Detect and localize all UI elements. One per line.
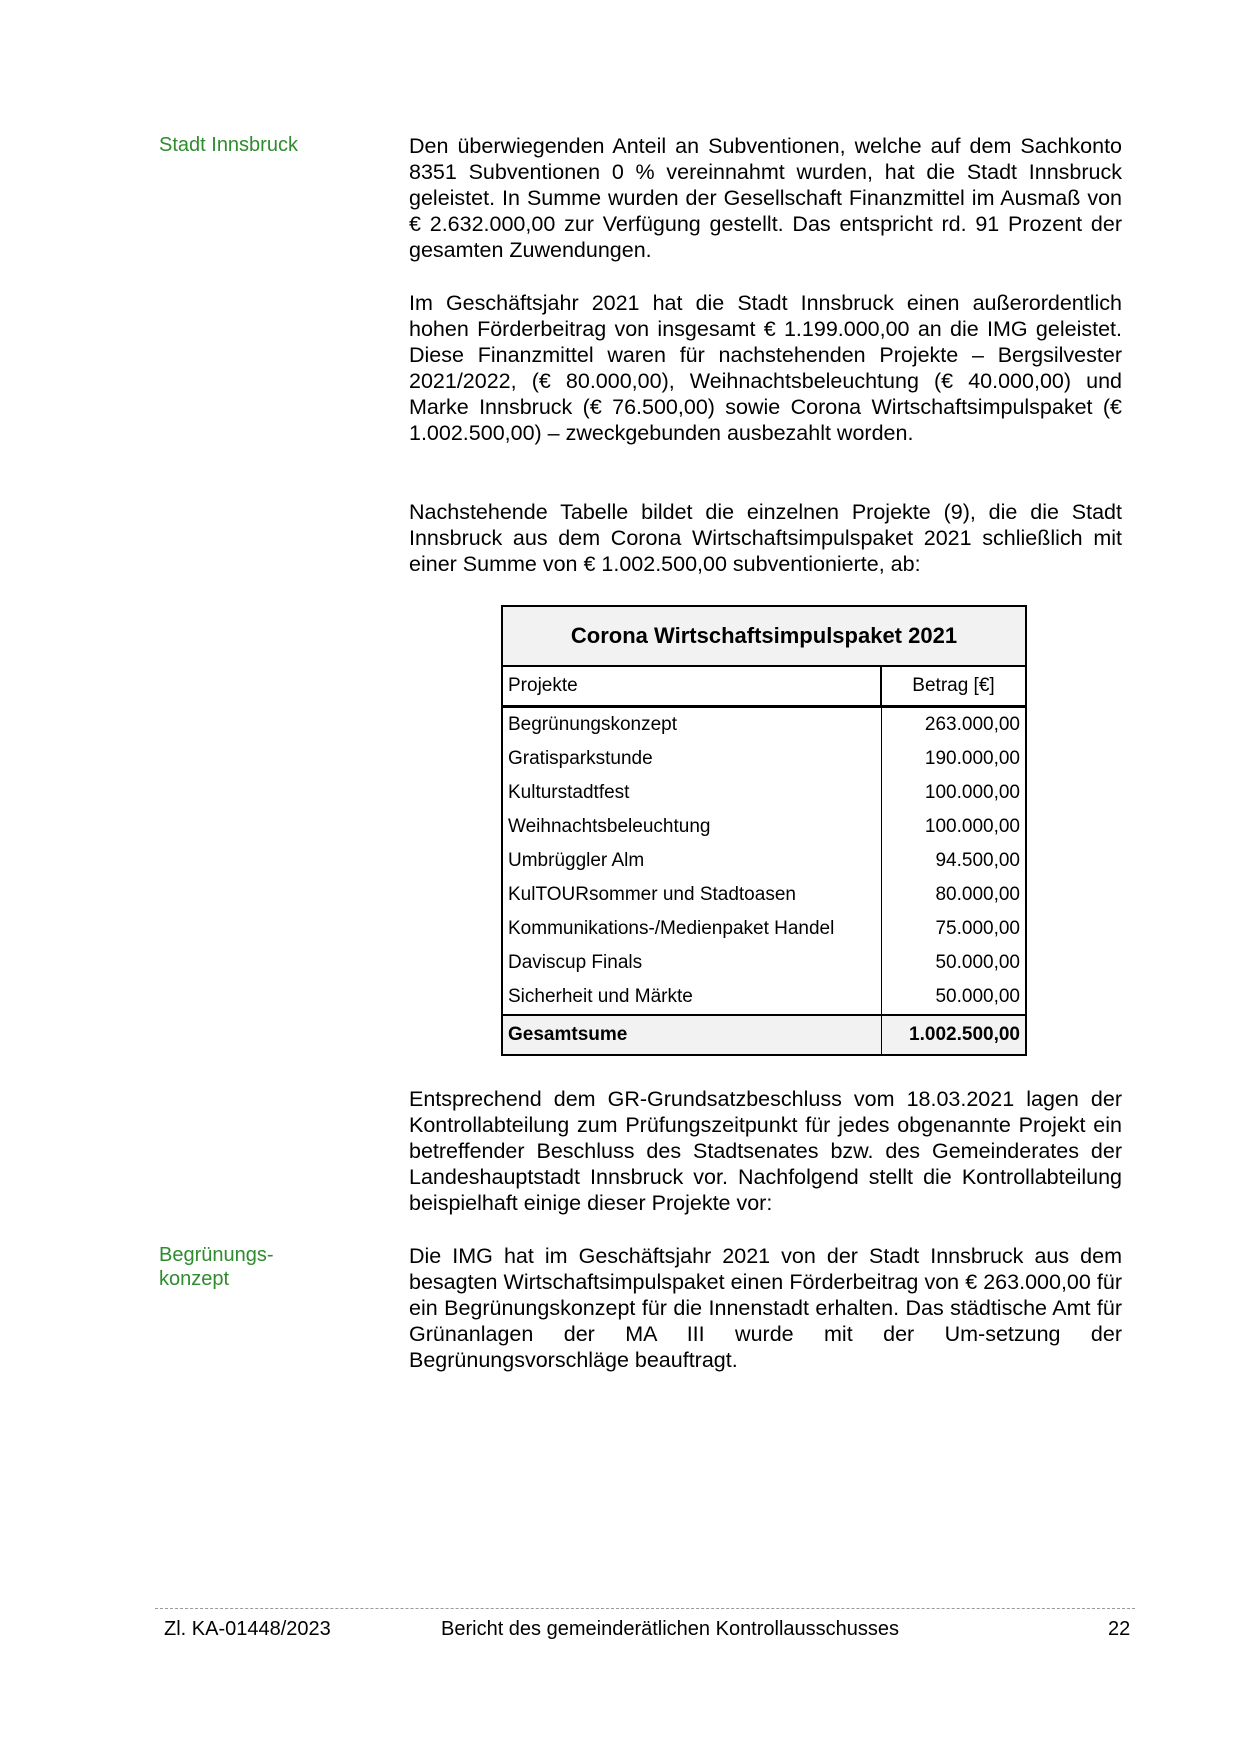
footer-divider	[155, 1608, 1135, 1609]
cell-projekt: KulTOURsommer und Stadtoasen	[502, 878, 881, 912]
table-row	[502, 844, 1026, 878]
cell-betrag: 100.000,00	[881, 810, 1026, 844]
cell-betrag: 80.000,00	[881, 878, 1026, 912]
paragraph-begruenungskonzept: Die IMG hat im Geschäftsjahr 2021 von der Stadt Innsbruck aus dem besagten Wirtschaftsimpulspaket einen Förderbeitrag von € 263.000,00 für ein Begrünungskonzept für die Innenstadt erhalten. Das städtische Amt für Grünanlagen der MA III wurde mit der Um-setzung der Begrünungsvorschläge beauftragt.	[409, 1244, 1122, 1372]
table-row	[502, 946, 1026, 980]
margin-note-begruenungskonzept: Begrünungs- konzept	[159, 1244, 274, 1290]
table-row	[502, 742, 1026, 776]
header-betrag: Betrag [€]	[881, 666, 1026, 707]
table-row	[502, 912, 1026, 946]
cell-betrag: 94.500,00	[881, 844, 1026, 878]
table-title: Corona Wirtschaftsimpulspaket 2021	[502, 606, 1026, 666]
cell-projekt: Weihnachtsbeleuchtung	[502, 810, 881, 844]
paragraph-foerderbeitrag: Im Geschäftsjahr 2021 hat die Stadt Innsbruck einen außerordentlich hohen Förderbeitrag von insgesamt € 1.199.000,00 an die IMG geleistet. Diese Finanzmittel waren für nachstehenden Projekte – Bergsilvester 2021/2022, (€ 80.000,00), Weihnachtsbeleuchtung (€ 40.000,00) und Marke Innsbruck (€ 76.500,00) sowie Corona Wirtschaftsimpulspaket (€ 1.002.500,00) – zweckgebunden ausbezahlt worden.	[409, 291, 1122, 445]
paragraph-tabelle-intro: Nachstehende Tabelle bildet die einzelnen Projekte (9), die die Stadt Innsbruck aus dem Corona Wirtschaftsimpulspaket 2021 schließlich mit einer Summe von € 1.002.500,00 subventionierte, ab:	[409, 500, 1122, 576]
table-row	[502, 810, 1026, 844]
projects-table	[501, 605, 1027, 1056]
cell-betrag: 50.000,00	[881, 946, 1026, 980]
table-total-row	[502, 1015, 1026, 1055]
total-value: 1.002.500,00	[881, 1015, 1026, 1055]
table-header-row	[502, 666, 1026, 707]
cell-betrag: 75.000,00	[881, 912, 1026, 946]
cell-projekt: Daviscup Finals	[502, 946, 881, 980]
cell-betrag: 100.000,00	[881, 776, 1026, 810]
total-label: Gesamtsume	[502, 1015, 881, 1055]
cell-projekt: Kulturstadtfest	[502, 776, 881, 810]
cell-projekt: Begrünungskonzept	[502, 707, 881, 743]
header-projekte: Projekte	[502, 666, 881, 707]
footer-page-number: 22	[1108, 1618, 1131, 1640]
cell-betrag: 190.000,00	[881, 742, 1026, 776]
table-row	[502, 980, 1026, 1015]
table-row	[502, 776, 1026, 810]
table-row	[502, 707, 1026, 743]
footer-reference: Zl. KA-01448/2023	[164, 1618, 331, 1640]
cell-projekt: Kommunikations-/Medienpaket Handel	[502, 912, 881, 946]
cell-projekt: Sicherheit und Märkte	[502, 980, 881, 1015]
cell-betrag: 50.000,00	[881, 980, 1026, 1015]
paragraph-subventionen: Den überwiegenden Anteil an Subventionen, welche auf dem Sachkonto 8351 Subventionen 0 % vereinnahmt wurden, hat die Stadt Innsbruck geleistet. In Summe wurden der Gesellschaft Finanzmittel im Ausmaß von € 2.632.000,00 zur Verfügung gestellt. Das entspricht rd. 91 Prozent der gesamten Zuwendungen.	[409, 134, 1122, 262]
table-row	[502, 878, 1026, 912]
paragraph-grundsatzbeschluss: Entsprechend dem GR-Grundsatzbeschluss vom 18.03.2021 lagen der Kontrollabteilung zum Prüfungszeitpunkt für jedes obgenannte Projekt ein betreffender Beschluss des Stadtsenates bzw. des Gemeinderates der Landeshauptstadt Innsbruck vor. Nachfolgend stellt die Kontrollabteilung beispielhaft einige dieser Projekte vor:	[409, 1087, 1122, 1215]
cell-projekt: Umbrüggler Alm	[502, 844, 881, 878]
footer-title: Bericht des gemeinderätlichen Kontrollausschusses	[441, 1618, 900, 1640]
margin-note-stadt-innsbruck: Stadt Innsbruck	[159, 134, 298, 156]
cell-betrag: 263.000,00	[881, 707, 1026, 743]
cell-projekt: Gratisparkstunde	[502, 742, 881, 776]
